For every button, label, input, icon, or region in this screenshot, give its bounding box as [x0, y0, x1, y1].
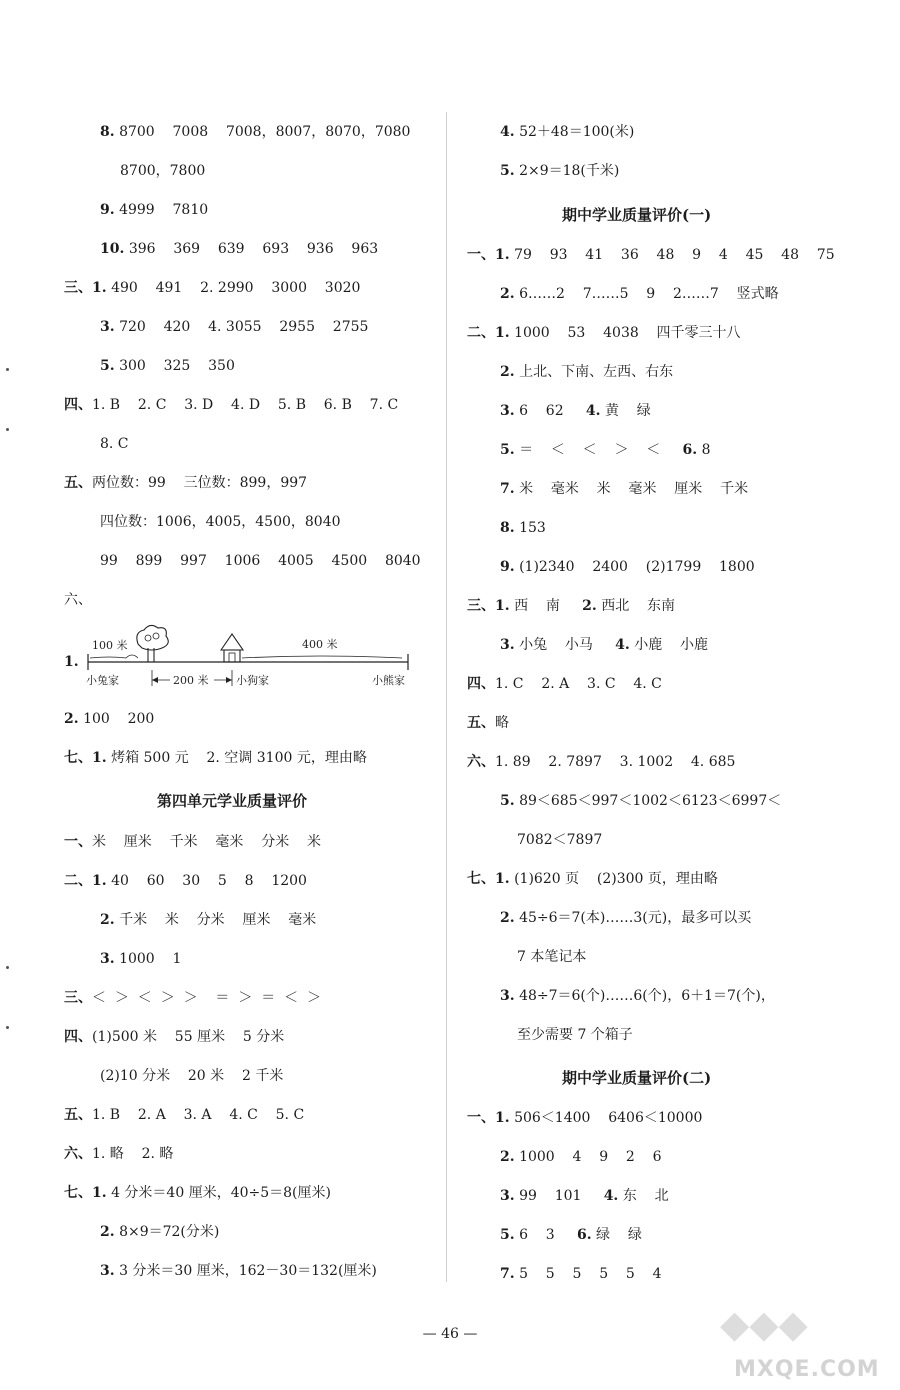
midterm1-section-4: 四、1. C 2. A 3. C 4. C: [467, 676, 662, 692]
section-6: 六、: [64, 592, 92, 608]
answer-line: 至少需要 7 个箱子: [517, 1027, 633, 1043]
answer-line: 10. 396 369 639 693 936 963: [100, 241, 379, 257]
watermark-text: MXQE.COM: [734, 1357, 880, 1382]
answer-line: 3. 48÷7＝6(个)……6(个)，6＋1＝7(个)，: [500, 988, 775, 1004]
answer-line: 8700，7800: [120, 163, 206, 179]
answer-line: 3. 6 62 4. 黄 绿: [500, 403, 651, 419]
label-400m: 400 米: [302, 638, 338, 651]
answer-line: 2. 6……2 7……5 9 2……7 竖式略: [500, 286, 779, 302]
answer-line: (2)10 分米 20 米 2 千米: [100, 1068, 284, 1084]
watermark-logo: [712, 1300, 892, 1386]
margin-mark: [6, 368, 9, 371]
dog-home: 小狗家: [236, 674, 269, 687]
margin-mark: [6, 1026, 9, 1029]
midterm1-section-2: 二、1. 1000 53 4038 四千零三十八: [467, 325, 741, 341]
answer-line: 3. 3 分米＝30 厘米，162－30＝132(厘米): [100, 1263, 377, 1279]
rabbit-home: 小兔家: [86, 674, 119, 687]
margin-mark: [6, 966, 9, 969]
answer-line: 5. 2×9＝18(千米): [500, 163, 620, 179]
unit4-section-2: 二、1. 40 60 30 5 8 1200: [64, 873, 307, 889]
midterm1-section-1: 一、1. 79 93 41 36 48 9 4 45 48 75: [467, 247, 835, 263]
answer-line: 3. 720 420 4. 3055 2955 2755: [100, 319, 369, 335]
answer-line: 8. 8700 7008 7008，8007，8070，7080: [100, 124, 411, 140]
midterm1-title: 期中学业质量评价(一): [562, 206, 712, 224]
unit4-section-7: 七、1. 4 分米＝40 厘米，40÷5＝8(厘米): [64, 1185, 331, 1201]
midterm1-section-7: 七、1. (1)620 页 (2)300 页，理由略: [467, 871, 718, 887]
unit4-section-1: 一、米 厘米 千米 毫米 分米 米: [64, 834, 322, 850]
midterm1-section-6: 六、1. 89 2. 7897 3. 1002 4. 685: [467, 754, 736, 770]
section-5: 五、两位数：99 三位数：899，997: [64, 475, 308, 491]
answer-line: 5. 89＜685＜997＜1002＜6123＜6997＜: [500, 793, 782, 809]
answer-line: 2. 千米 米 分米 厘米 毫米: [100, 912, 317, 928]
label-100m: 100 米: [92, 639, 128, 652]
answer-line: 8. 153: [500, 520, 546, 536]
distance-diagram: [80, 622, 420, 694]
bear-home: 小熊家: [372, 674, 405, 687]
midterm1-section-5: 五、略: [467, 715, 509, 731]
answer-line: 8. C: [100, 436, 129, 452]
section-7: 七、1. 烤箱 500 元 2. 空调 3100 元，理由略: [64, 750, 367, 766]
answer-line: 四位数：1006，4005，4500，8040: [100, 514, 341, 530]
answer-line: 3. 小兔 小马 4. 小鹿 小鹿: [500, 637, 709, 653]
page-number: — 46 —: [422, 1326, 478, 1342]
answer-line: 7082＜7897: [517, 832, 603, 848]
answer-line: 4. 52＋48＝100(米): [500, 124, 635, 140]
answer-line: 1.: [64, 654, 79, 670]
unit4-section-6: 六、1. 略 2. 略: [64, 1146, 174, 1162]
answer-line: 2. 上北、下南、左西、右东: [500, 364, 674, 380]
watermark-icon: ◆◆◆: [720, 1302, 808, 1346]
answer-line: 7. 5 5 5 5 5 4: [500, 1266, 662, 1282]
midterm1-section-3: 三、1. 西 南 2. 西北 东南: [467, 598, 676, 614]
column-divider: [446, 112, 447, 1282]
answer-line: 3. 1000 1: [100, 951, 182, 967]
answer-line: 7. 米 毫米 米 毫米 厘米 千米: [500, 481, 749, 497]
answer-line: 2. 100 200: [64, 711, 155, 727]
answer-line: 2. 45÷6＝7(本)……3(元)，最多可以买: [500, 910, 752, 926]
answer-line: 3. 99 101 4. 东 北: [500, 1188, 669, 1204]
answer-line: 99 899 997 1006 4005 4500 8040: [100, 553, 421, 569]
midterm2-title: 期中学业质量评价(二): [562, 1069, 712, 1087]
tree-icon: [137, 625, 168, 662]
margin-mark: [6, 428, 9, 431]
section-3: 三、1. 490 491 2. 2990 3000 3020: [64, 280, 361, 296]
house-icon: [221, 634, 243, 662]
unit4-section-5: 五、1. B 2. A 3. A 4. C 5. C: [64, 1107, 305, 1123]
unit4-section-4: 四、(1)500 米 55 厘米 5 分米: [64, 1029, 285, 1045]
answer-line: 2. 8×9＝72(分米): [100, 1224, 220, 1240]
answer-line: 7 本笔记本: [517, 949, 587, 965]
answer-line: 5. 6 3 6. 绿 绿: [500, 1227, 642, 1243]
answer-line: 2. 1000 4 9 2 6: [500, 1149, 662, 1165]
unit4-section-3: 三、＜ ＞ ＜ ＞ ＞ ＝ ＞ ＝ ＜ ＞: [64, 990, 322, 1006]
unit4-title: 第四单元学业质量评价: [157, 792, 308, 810]
answer-line: 9. (1)2340 2400 (2)1799 1800: [500, 559, 755, 575]
midterm2-section-1: 一、1. 506＜1400 6406＜10000: [467, 1110, 703, 1126]
answer-line: 5. ＝ ＜ ＜ ＞ ＜ 6. 8: [500, 442, 711, 458]
label-200m: 200 米: [173, 674, 209, 687]
section-4: 四、1. B 2. C 3. D 4. D 5. B 6. B 7. C: [64, 397, 399, 413]
answer-line: 9. 4999 7810: [100, 202, 209, 218]
answer-line: 5. 300 325 350: [100, 358, 235, 374]
